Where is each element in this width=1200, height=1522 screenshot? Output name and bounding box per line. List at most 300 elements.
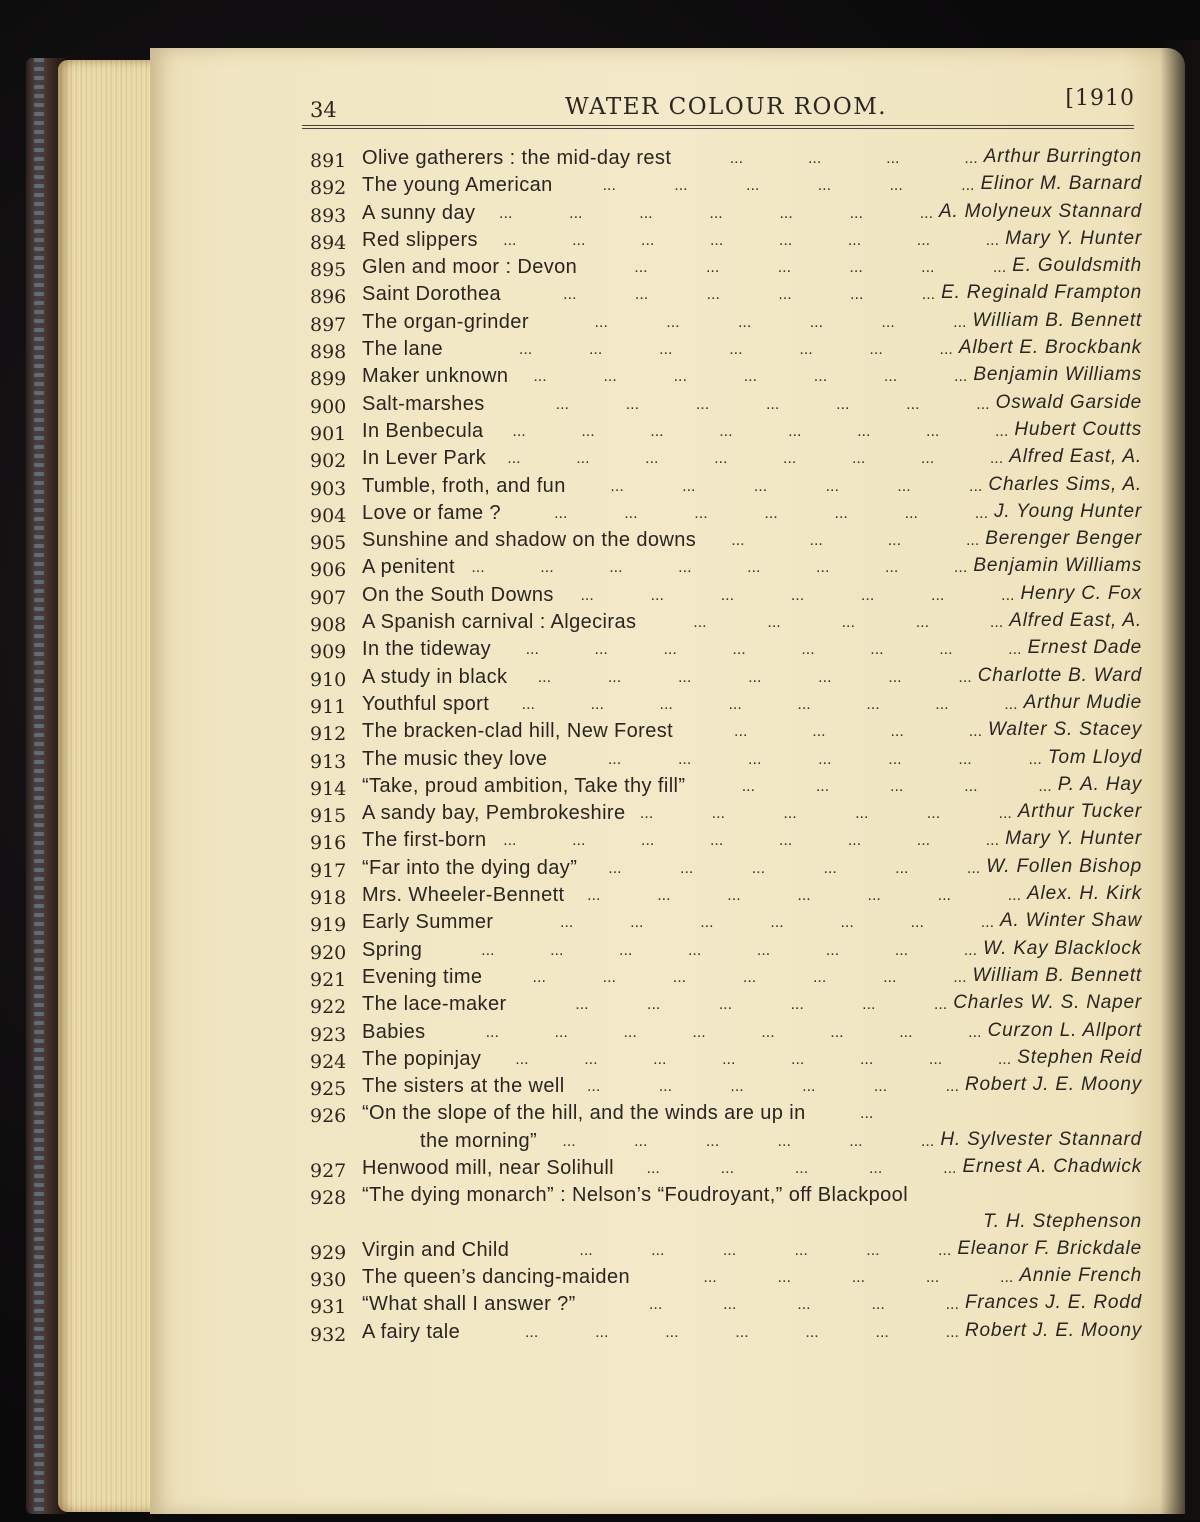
leader-dot-group: ... [603, 368, 617, 386]
entry-artist: Charlotte B. Ward [977, 664, 1142, 686]
leader-dot-group: ... [674, 177, 688, 195]
leader-dot-group: ... [961, 177, 975, 195]
catalogue-entries [300, 146, 1142, 1347]
leader-dot-group: ... [665, 1323, 679, 1341]
catalogue-entry [300, 446, 1142, 473]
leader-dot-group: ... [748, 750, 762, 768]
entry-title: The organ-grinder [362, 310, 529, 333]
catalogue-entry [300, 1183, 1142, 1210]
leader-dot-group: ... [866, 695, 880, 713]
entry-number: 914 [310, 777, 347, 800]
leader-dot-group: ... [550, 941, 564, 959]
catalogue-entry [300, 1156, 1142, 1183]
entry-number: 922 [310, 996, 347, 1019]
catalogue-entry-continuation [300, 1129, 1142, 1156]
leader-dot-group: ... [503, 832, 517, 850]
leader-dot-group: ... [921, 286, 936, 304]
entry-artist: Mary Y. Hunter [1005, 227, 1142, 249]
leader-dot-group: ... [867, 887, 881, 905]
leader-dot-group: ... [695, 395, 710, 413]
entry-title: The sisters at the well [362, 1075, 565, 1098]
entry-number: 932 [310, 1323, 347, 1346]
leader-dot-group: ... [728, 695, 742, 713]
catalogue-entry [300, 992, 1142, 1019]
entry-artist: Alfred East, A. [1009, 610, 1142, 632]
leader-dot-group: ... [928, 1050, 943, 1068]
entry-title: A penitent [362, 556, 455, 579]
leader-dot-group: ... [809, 532, 823, 550]
catalogue-entry [300, 528, 1142, 555]
entry-number: 927 [310, 1159, 347, 1182]
leader-dot-group: ... [630, 914, 644, 932]
entry-artist: Curzon L. Allport [987, 1019, 1142, 1041]
leader-dot-group: ... [937, 1241, 952, 1259]
entry-artist: Alex. H. Kirk [1027, 883, 1142, 905]
catalogue-entry [300, 310, 1142, 337]
leader-dot-group: ... [777, 1132, 791, 1150]
leader-dot-group: ... [897, 477, 911, 495]
leader-dots [610, 478, 982, 496]
leader-dot-group: ... [778, 231, 793, 249]
catalogue-entry-continuation [300, 1211, 1142, 1238]
entry-artist: Mary Y. Hunter [1005, 828, 1142, 850]
leader-dots [526, 641, 1022, 659]
leader-dot-group: ... [985, 832, 1000, 850]
leader-dot-group: ... [554, 1023, 568, 1041]
year-marker: [1910 [1065, 86, 1135, 111]
leader-dot-group: ... [883, 368, 898, 386]
running-header [310, 84, 1135, 124]
leader-dot-group: ... [735, 1323, 749, 1341]
entry-artist: Stephen Reid [1017, 1046, 1142, 1068]
entry-artist: J. Young Hunter [994, 500, 1142, 522]
entry-title: Henwood mill, near Solihull [362, 1156, 615, 1179]
header-rule [302, 125, 1134, 129]
leader-dot-group: ... [920, 450, 935, 468]
entry-title: In the tideway [362, 638, 492, 661]
entry-artist: Tom Lloyd [1047, 746, 1142, 768]
entry-number: 907 [310, 586, 347, 609]
leader-dots [634, 259, 1006, 277]
entry-title: In Benbecula [362, 419, 484, 442]
entry-title: Saint Dorothea [362, 283, 502, 306]
entry-title: Maker unknown [362, 365, 509, 388]
leader-dot-group: ... [871, 1296, 885, 1314]
leader-dot-group: ... [767, 614, 781, 632]
leader-dot-group: ... [777, 259, 792, 277]
leader-dot-group: ... [953, 313, 967, 331]
leader-dot-group: ... [540, 559, 554, 577]
leader-dot-group: ... [881, 313, 895, 331]
leader-dots [563, 286, 935, 304]
entry-artist: E. Gouldsmith [1012, 255, 1142, 277]
entry-title: Early Summer [362, 911, 494, 934]
entry-number: 930 [310, 1269, 347, 1292]
leader-dot-group: ... [607, 668, 622, 686]
leader-dot-group: ... [569, 204, 583, 222]
leader-dot-group: ... [692, 1023, 706, 1041]
entry-number: 917 [310, 859, 347, 882]
entry-number: 911 [310, 695, 347, 718]
leader-dot-group: ... [525, 641, 539, 659]
leader-dot-group: ... [904, 504, 918, 522]
entry-title: In Lever Park [362, 447, 487, 470]
catalogue-entry [300, 228, 1142, 255]
entry-artist: Benjamin Williams [973, 555, 1142, 577]
leader-dot-group: ... [731, 532, 745, 550]
leader-dot-group: ... [998, 805, 1012, 823]
entry-title: Sunshine and shadow on the downs [362, 529, 697, 552]
entry-artist: P. A. Hay [1057, 773, 1142, 795]
leader-dots [731, 532, 979, 550]
leader-dot-group: ... [788, 422, 802, 440]
leader-dot-group: ... [777, 1269, 791, 1287]
leader-dot-group: ... [851, 1269, 866, 1287]
entry-number: 912 [310, 723, 347, 746]
leader-dot-group: ... [722, 1050, 736, 1068]
leader-dot-group: ... [943, 1159, 957, 1177]
leader-dot-group: ... [587, 887, 601, 905]
leader-dot-group: ... [575, 996, 589, 1014]
entry-artist: Walter S. Stacey [988, 719, 1142, 741]
leader-dot-group: ... [673, 368, 687, 386]
leader-dot-group: ... [718, 996, 733, 1014]
leader-dot-group: ... [805, 1323, 819, 1341]
catalogue-entry [300, 501, 1142, 528]
leader-dot-group: ... [646, 1159, 660, 1177]
leader-dot-group: ... [802, 1078, 816, 1096]
entry-number: 906 [310, 559, 347, 582]
entry-number: 915 [310, 805, 347, 828]
leader-dot-group: ... [915, 614, 930, 632]
leader-dot-group: ... [883, 968, 897, 986]
leader-dot-group: ... [639, 204, 653, 222]
leader-dots [507, 450, 1003, 468]
leader-dots [703, 1269, 1013, 1287]
leader-dot-group: ... [650, 586, 664, 604]
leader-dot-group: ... [799, 341, 813, 359]
leader-dot-group: ... [847, 231, 862, 249]
leader-dot-group: ... [560, 914, 574, 932]
catalogue-entry [300, 1292, 1142, 1319]
leader-dot-group: ... [790, 996, 804, 1014]
leader-dot-group: ... [945, 1323, 959, 1341]
leader-dot-group: ... [720, 586, 735, 604]
leader-dot-group: ... [602, 968, 616, 986]
catalogue-entry [300, 692, 1142, 719]
leader-dot-group: ... [797, 1296, 811, 1314]
leader-dot-group: ... [623, 1023, 637, 1041]
leader-dot-group: ... [581, 422, 595, 440]
catalogue-entry [300, 364, 1142, 391]
leader-dot-group: ... [753, 477, 768, 495]
entry-title: A fairy tale [362, 1320, 461, 1343]
leader-dot-group: ... [764, 504, 778, 522]
entry-title: “On the slope of the hill, and the winds are up in [362, 1102, 806, 1125]
leader-dot-group: ... [953, 559, 968, 577]
catalogue-entry [300, 337, 1142, 364]
leader-dot-group: ... [888, 750, 902, 768]
entry-artist: Arthur Mudie [1023, 691, 1142, 713]
entry-artist: Hubert Coutts [1014, 418, 1142, 440]
leader-dot-group: ... [590, 695, 604, 713]
entry-number: 920 [310, 941, 347, 964]
leader-dot-group: ... [926, 422, 940, 440]
leader-dot-group: ... [906, 395, 920, 413]
leader-dot-group: ... [709, 204, 723, 222]
leader-dot-group: ... [678, 559, 692, 577]
catalogue-entry [300, 392, 1142, 419]
leader-dot-group: ... [658, 1078, 673, 1096]
entry-title: The queen’s dancing-maiden [362, 1266, 630, 1289]
leader-dot-group: ... [677, 668, 692, 686]
leader-dot-group: ... [608, 859, 622, 877]
leader-dot-group: ... [533, 368, 547, 386]
entry-number: 905 [310, 532, 347, 555]
leader-dot-group: ... [737, 313, 752, 331]
leader-dot-group: ... [807, 150, 822, 167]
entry-title: The lace-maker [362, 993, 507, 1016]
entry-title: Olive gatherers : the mid-day rest [362, 147, 672, 169]
leader-dot-group: ... [1008, 641, 1022, 659]
leader-dot-group: ... [1000, 1269, 1014, 1287]
leader-dots [556, 396, 990, 414]
leader-dots [730, 150, 978, 168]
leader-dot-group: ... [651, 1241, 665, 1259]
catalogue-entry [300, 555, 1142, 582]
leader-dot-group: ... [889, 177, 903, 195]
leader-dot-group: ... [515, 1050, 529, 1068]
entry-number: 910 [310, 668, 347, 691]
leader-dots [533, 969, 967, 987]
leader-dot-group: ... [994, 422, 1009, 440]
entry-artist: Charles W. S. Naper [953, 992, 1142, 1014]
leader-dot-group: ... [595, 1323, 609, 1341]
leader-dot-group: ... [980, 914, 995, 932]
entry-title: The bracken-clad hill, New Forest [362, 720, 674, 743]
leader-dot-group: ... [594, 641, 608, 659]
leader-dot-group: ... [954, 368, 968, 386]
entry-title: A sandy bay, Pembrokeshire [362, 802, 626, 825]
leader-dots [587, 887, 1021, 905]
leader-dot-group: ... [634, 1132, 648, 1150]
entry-number: 894 [310, 231, 347, 254]
entry-title: Salt-marshes [362, 392, 485, 415]
leader-dot-group: ... [840, 914, 854, 932]
leader-dot-group: ... [572, 832, 586, 850]
leader-dot-group: ... [939, 341, 953, 359]
entry-artist: Oswald Garside [995, 391, 1142, 413]
leader-dots [734, 723, 982, 741]
leader-dot-group: ... [797, 695, 811, 713]
entry-title: The music they love [362, 747, 548, 770]
leader-dot-group: ... [521, 695, 535, 713]
leader-dot-group: ... [471, 559, 485, 577]
leader-dot-group: ... [888, 668, 902, 686]
entry-artist: Arthur Tucker [1017, 801, 1142, 823]
leader-dot-group: ... [481, 941, 495, 959]
leader-dot-group: ... [734, 723, 748, 741]
leader-dot-group: ... [818, 668, 832, 686]
leader-dot-group: ... [953, 968, 967, 986]
leader-dots [595, 314, 967, 332]
leader-dots [481, 942, 977, 960]
leader-dot-group: ... [729, 341, 743, 359]
leader-dot-group: ... [974, 504, 989, 522]
entry-number: 896 [310, 286, 347, 309]
leader-dot-group: ... [722, 1241, 737, 1259]
entry-title: The first-born [362, 829, 487, 852]
leader-dots [608, 860, 980, 878]
leader-dot-group: ... [916, 231, 931, 249]
leader-dot-group: ... [779, 204, 793, 222]
leader-dot-group: ... [732, 641, 746, 659]
leader-dot-group: ... [963, 941, 978, 959]
leader-dot-group: ... [992, 259, 1007, 277]
leader-dot-group: ... [794, 1159, 809, 1177]
leader-dot-group: ... [926, 805, 941, 823]
entry-number: 929 [310, 1241, 347, 1264]
entry-number: 901 [310, 422, 347, 445]
leader-dot-group: ... [851, 450, 866, 468]
leader-dot-group: ... [966, 859, 981, 877]
leader-dots [693, 614, 1003, 632]
entry-artist: William B. Bennett [972, 309, 1142, 331]
leader-dot-group: ... [855, 805, 869, 823]
leader-dots [525, 1324, 959, 1342]
entry-title: Babies [362, 1020, 426, 1043]
leader-dot-group: ... [648, 1296, 663, 1314]
leader-dot-group: ... [1001, 586, 1015, 604]
entry-artist: Ernest Dade [1027, 637, 1142, 659]
entry-number: 925 [310, 1078, 347, 1101]
catalogue-entry [300, 419, 1142, 446]
entry-number: 899 [310, 368, 347, 391]
leader-dot-group: ... [825, 477, 839, 495]
leader-dot-group: ... [705, 1132, 720, 1150]
leader-dot-group: ... [720, 1159, 735, 1177]
leader-dot-group: ... [875, 1323, 889, 1341]
page-number: 34 [310, 98, 337, 122]
leader-dot-group: ... [682, 477, 696, 495]
leader-dot-group: ... [770, 914, 784, 932]
leader-dot-group: ... [847, 832, 862, 850]
entry-number: 923 [310, 1023, 347, 1046]
entry-title: “Take, proud ambition, Take thy fill” [362, 774, 686, 797]
leader-dot-group: ... [610, 477, 624, 495]
leader-dot-group: ... [625, 395, 640, 413]
entry-artist: Berenger Benger [985, 528, 1142, 550]
leader-dots [499, 205, 933, 223]
leader-dot-group: ... [641, 832, 655, 850]
entry-title-continuation: the morning” [420, 1129, 538, 1152]
leader-dot-group: ... [639, 805, 654, 823]
entry-number: 900 [310, 395, 347, 418]
leader-dot-group: ... [925, 1269, 940, 1287]
leader-dot-group: ... [815, 777, 830, 795]
catalogue-entry [300, 719, 1142, 746]
entry-number: 916 [310, 832, 347, 855]
entry-number: 909 [310, 641, 347, 664]
leader-dots [647, 1160, 957, 1178]
leader-dots [471, 559, 967, 577]
leader-dot-group: ... [870, 641, 884, 659]
entry-title: A sunny day [362, 201, 476, 224]
leader-dot-group: ... [607, 750, 622, 768]
leader-dot-group: ... [729, 150, 744, 167]
leader-dot-group: ... [580, 586, 594, 604]
leader-dot-group: ... [624, 504, 638, 522]
catalogue-entry [300, 1265, 1142, 1292]
leader-dot-group: ... [958, 750, 972, 768]
leader-dots [503, 232, 999, 250]
catalogue-entry [300, 610, 1142, 637]
leader-dot-group: ... [634, 286, 649, 304]
catalogue-entry [300, 474, 1142, 501]
entry-number: 924 [310, 1050, 347, 1073]
leader-dot-group: ... [518, 341, 533, 359]
entry-artist: Frances J. E. Rodd [964, 1292, 1142, 1314]
leader-dot-group: ... [887, 532, 902, 550]
leader-dot-group: ... [857, 422, 871, 440]
leader-dot-group: ... [945, 1296, 959, 1314]
leader-dot-group: ... [919, 204, 934, 222]
entry-title: “Far into the dying day” [362, 856, 578, 879]
entry-number: 928 [310, 1187, 347, 1210]
entry-title: Virgin and Child [362, 1238, 510, 1261]
catalogue-entry [300, 801, 1142, 828]
leader-dot-group: ... [485, 1023, 499, 1041]
leader-dot-group: ... [659, 341, 673, 359]
entry-artist: William B. Bennett [972, 964, 1142, 986]
catalogue-entry [300, 637, 1142, 664]
catalogue-entry [300, 1047, 1142, 1074]
leader-dot-group: ... [830, 1023, 844, 1041]
leader-dot-group: ... [841, 614, 855, 632]
leader-dot-group: ... [849, 204, 863, 222]
leader-dots [742, 778, 1052, 796]
entry-number: 921 [310, 968, 347, 991]
leader-dot-group: ... [778, 286, 792, 304]
leader-dot-group: ... [747, 559, 761, 577]
leader-dot-group: ... [997, 1050, 1012, 1068]
leader-dot-group: ... [532, 968, 546, 986]
entry-artist: W. Follen Bishop [986, 855, 1142, 877]
leader-dot-group: ... [694, 504, 708, 522]
leader-dot-group: ... [890, 777, 904, 795]
entry-artist: Robert J. E. Moony [964, 1074, 1142, 1096]
entry-artist: Arthur Burrington [983, 146, 1142, 167]
leader-dot-group: ... [588, 341, 603, 359]
entry-number: 891 [310, 150, 347, 172]
leader-dot-group: ... [945, 1078, 959, 1096]
leader-dot-group: ... [657, 887, 671, 905]
leader-dot-group: ... [663, 641, 677, 659]
entry-title: Tumble, froth, and fun [362, 474, 566, 497]
leader-dot-group: ... [964, 777, 978, 795]
entry-artist: E. Reginald Frampton [941, 282, 1142, 304]
leader-dot-group: ... [602, 177, 616, 195]
entry-number: 931 [310, 1296, 347, 1319]
leader-dot-group: ... [634, 259, 648, 277]
leader-dots [486, 1024, 982, 1042]
leader-dot-group: ... [709, 231, 724, 249]
leader-dot-group: ... [554, 504, 568, 522]
catalogue-entry [300, 146, 1142, 173]
leader-dot-group: ... [719, 422, 733, 440]
leader-dot-group: ... [933, 996, 948, 1014]
leader-dot-group: ... [866, 1241, 880, 1259]
